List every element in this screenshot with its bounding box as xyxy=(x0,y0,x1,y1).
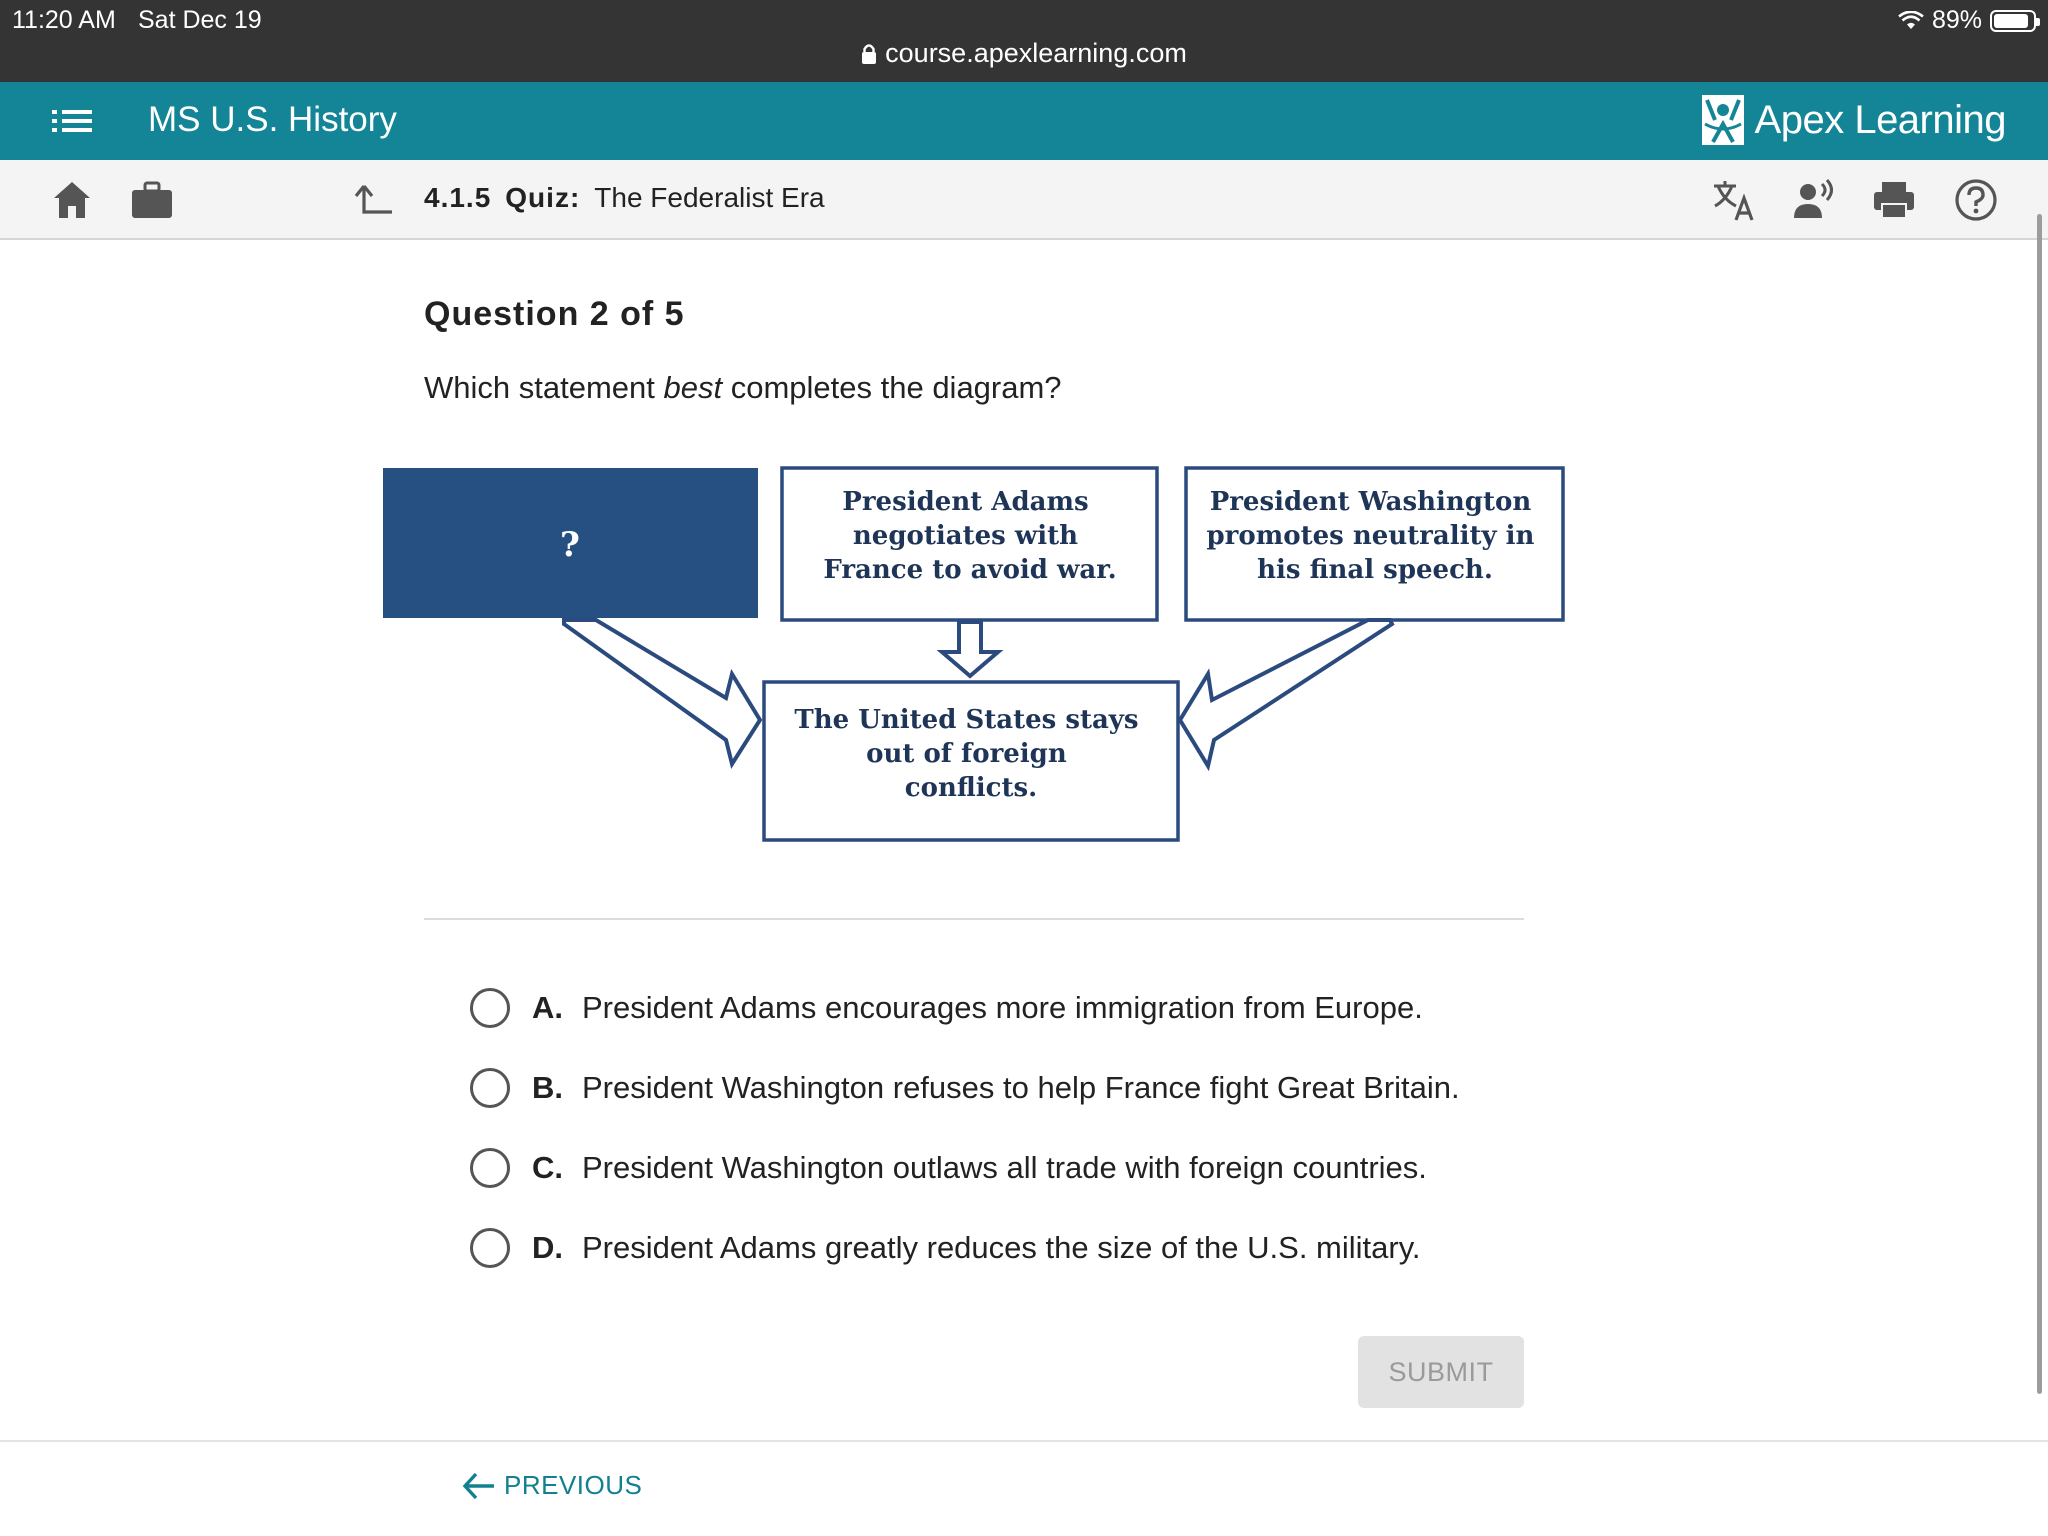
radio-button[interactable] xyxy=(470,1228,510,1268)
menu-list-icon[interactable] xyxy=(50,104,94,138)
brand-name: Apex Learning xyxy=(1754,97,2006,142)
apex-logo-icon xyxy=(1701,94,1745,146)
answer-option-d[interactable] xyxy=(470,1208,1460,1288)
answer-option-a[interactable] xyxy=(470,968,1460,1048)
help-icon[interactable] xyxy=(1954,178,1998,222)
quiz-number: 4.1.5 xyxy=(424,182,492,213)
prompt-emphasis: best xyxy=(663,370,723,405)
result-box-text: The United States stays out of foreign conflicts. xyxy=(794,705,1139,803)
battery-icon xyxy=(1990,10,2036,32)
battery-level xyxy=(1994,14,2028,28)
answer-text: President Adams encourages more immigration from Europe. xyxy=(582,990,1423,1025)
answer-option-c[interactable] xyxy=(470,1128,1460,1208)
browser-status-bar xyxy=(0,0,2048,82)
radio-button[interactable] xyxy=(470,1068,510,1108)
unknown-cause-mark: ? xyxy=(560,525,580,565)
left-arrow xyxy=(564,620,760,764)
answer-text: President Adams greatly reduces the size of the U.S. military. xyxy=(582,1230,1421,1265)
wifi-icon xyxy=(1898,11,1924,31)
quiz-toolbar xyxy=(0,160,2048,240)
answer-letter: C. xyxy=(532,1150,563,1185)
question-prompt xyxy=(424,370,1062,406)
status-time: 11:20 AM xyxy=(12,6,116,34)
translate-icon[interactable] xyxy=(1712,178,1756,222)
lock-icon xyxy=(861,43,877,65)
middle-arrow xyxy=(942,622,998,676)
arrow-left-icon xyxy=(462,1471,496,1501)
home-icon[interactable] xyxy=(50,178,94,222)
answer-option-b[interactable] xyxy=(470,1048,1460,1128)
brand-logo xyxy=(1701,94,2006,146)
previous-link[interactable] xyxy=(462,1470,642,1501)
battery-percent: 89% xyxy=(1931,6,1982,34)
page-footer xyxy=(0,1440,2048,1536)
url-text: course.apexlearning.com xyxy=(885,38,1187,68)
text-to-speech-icon[interactable] xyxy=(1792,178,1836,222)
page-scrollbar[interactable] xyxy=(2037,214,2042,1394)
status-date: Sat Dec 19 xyxy=(138,6,262,34)
prompt-text-start: Which statement xyxy=(424,370,664,405)
content-divider xyxy=(424,918,1524,920)
radio-button[interactable] xyxy=(470,988,510,1028)
quiz-label: Quiz: xyxy=(505,182,581,213)
address-bar[interactable] xyxy=(0,38,2048,69)
quiz-name: The Federalist Era xyxy=(594,182,825,213)
quiz-title xyxy=(424,182,825,214)
prompt-text-end: completes the diagram? xyxy=(722,370,1062,405)
answer-choices xyxy=(470,968,1460,1288)
status-indicators xyxy=(1898,6,2036,35)
course-title: MS U.S. History xyxy=(148,100,397,139)
cause-effect-diagram xyxy=(382,466,1566,846)
adams-box-text: President Adams negotiates with France to avoid war. xyxy=(823,487,1117,585)
radio-button[interactable] xyxy=(470,1148,510,1188)
washington-box-text: President Washington promotes neutrality in his final speech. xyxy=(1206,487,1535,585)
answer-letter: B. xyxy=(532,1070,563,1105)
question-counter: Question 2 of 5 xyxy=(424,295,685,333)
answer-text: President Washington refuses to help France fight Great Britain. xyxy=(582,1070,1460,1105)
briefcase-icon[interactable] xyxy=(130,178,174,222)
submit-button[interactable]: SUBMIT xyxy=(1358,1336,1524,1408)
answer-letter: D. xyxy=(532,1230,563,1265)
app-header xyxy=(0,82,2048,160)
answer-text: President Washington outlaws all trade with foreign countries. xyxy=(582,1150,1427,1185)
answer-letter: A. xyxy=(532,990,563,1025)
print-icon[interactable] xyxy=(1872,178,1916,222)
right-arrow xyxy=(1180,620,1392,766)
up-arrow-icon[interactable] xyxy=(352,178,396,222)
previous-label: PREVIOUS xyxy=(504,1470,643,1500)
